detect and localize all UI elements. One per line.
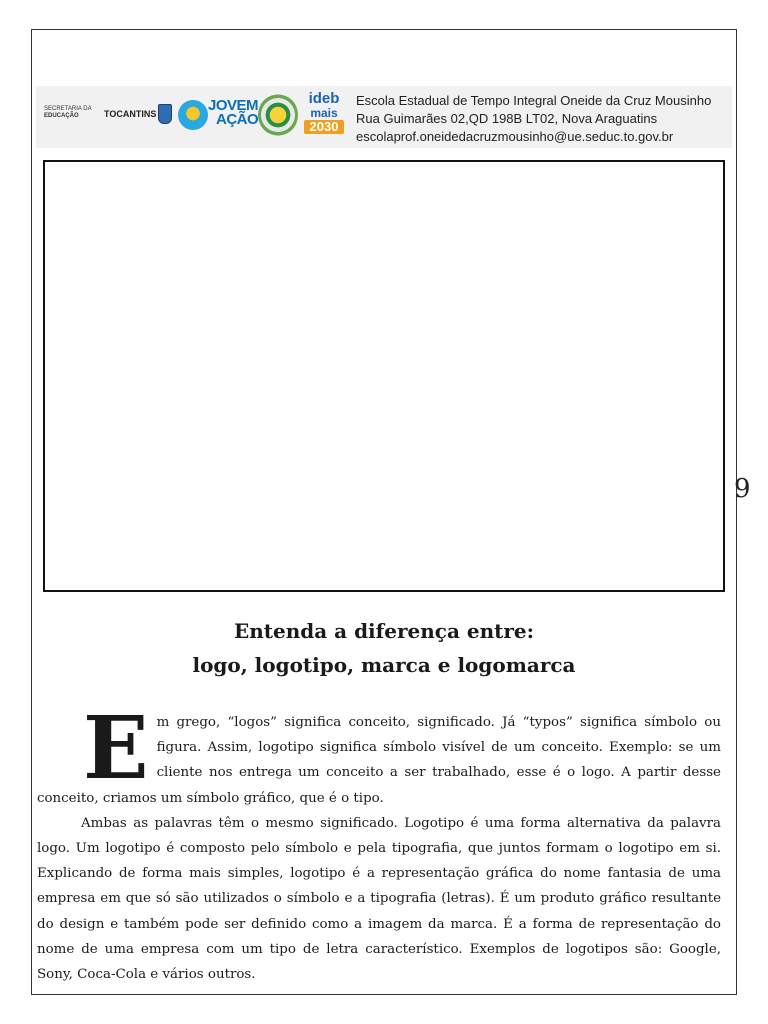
jovem-acao-logo — [208, 99, 258, 127]
school-info — [356, 92, 711, 146]
image-placeholder — [43, 160, 725, 592]
drop-cap: E — [83, 698, 149, 799]
state-shield-icon — [158, 104, 172, 124]
jovem-line1: JOVEM — [208, 97, 259, 114]
secretaria-line1: SECRETARIA DA — [44, 106, 92, 112]
tocantins-logo: TOCANTINS — [104, 109, 157, 119]
paragraph-2: Ambas as palavras têm o mesmo significado. Logotipo é uma forma alternativa da palavra logo. Um logotipo é composto pelo símbolo e pela tipografia, que juntos formam o logotipo em si. Explicando de forma mais simples, logotipo é a representação gráfica do nome fantasia de uma empresa em que só são utilizados o símbolo e a tipografia (letras). É um produto gráfico resultante do design e também pode ser definido como a imagem da marca. É a forma de representação do nome de uma empresa com um tipo de letra característico. Exemplos de logotipos são: Google, Sony, Coca-Cola e vários outros. — [37, 815, 721, 983]
school-name: Escola Estadual de Tempo Integral Oneide da Cruz Mousinho — [356, 93, 712, 108]
jovem-line2: AÇÃO — [216, 111, 259, 128]
ideb-line3: 2030 — [304, 120, 344, 134]
ideb-line1: ideb — [308, 90, 340, 107]
title-line2: logo, logotipo, marca e logomarca — [192, 653, 576, 677]
paragraph-1 — [37, 698, 721, 811]
secretaria-logo — [44, 106, 96, 120]
coat-of-arms-icon — [258, 94, 298, 136]
secretaria-line2: EDUCAÇÃO — [44, 113, 79, 119]
paragraph-1-text: m grego, “logos” significa conceito, significado. Já “typos” significa símbolo ou figura. Assim, logotipo significa símbolo visível de um conceito. Exemplo: se um cliente nos entrega um conceito a ser trabalhado, esse é o logo. A partir desse conceito, criamos um símbolo gráfico, que é o tipo. — [37, 715, 721, 806]
ideb-line2: mais — [310, 106, 338, 120]
jovem-acao-emblem-icon — [178, 100, 208, 130]
school-address: Rua Guimarães 02,QD 198B LT02, Nova Araguatins — [356, 111, 658, 126]
title-line1: Entenda a diferença entre: — [233, 619, 535, 643]
logo-strip — [36, 86, 354, 148]
page-number: 9 — [734, 474, 751, 504]
ideb-logo — [304, 92, 344, 138]
school-header — [36, 86, 732, 148]
school-email: escolaprof.oneidedacruzmousinho@ue.seduc.to.gov.br — [356, 129, 674, 144]
article-title — [31, 614, 737, 682]
article-body — [37, 698, 721, 987]
